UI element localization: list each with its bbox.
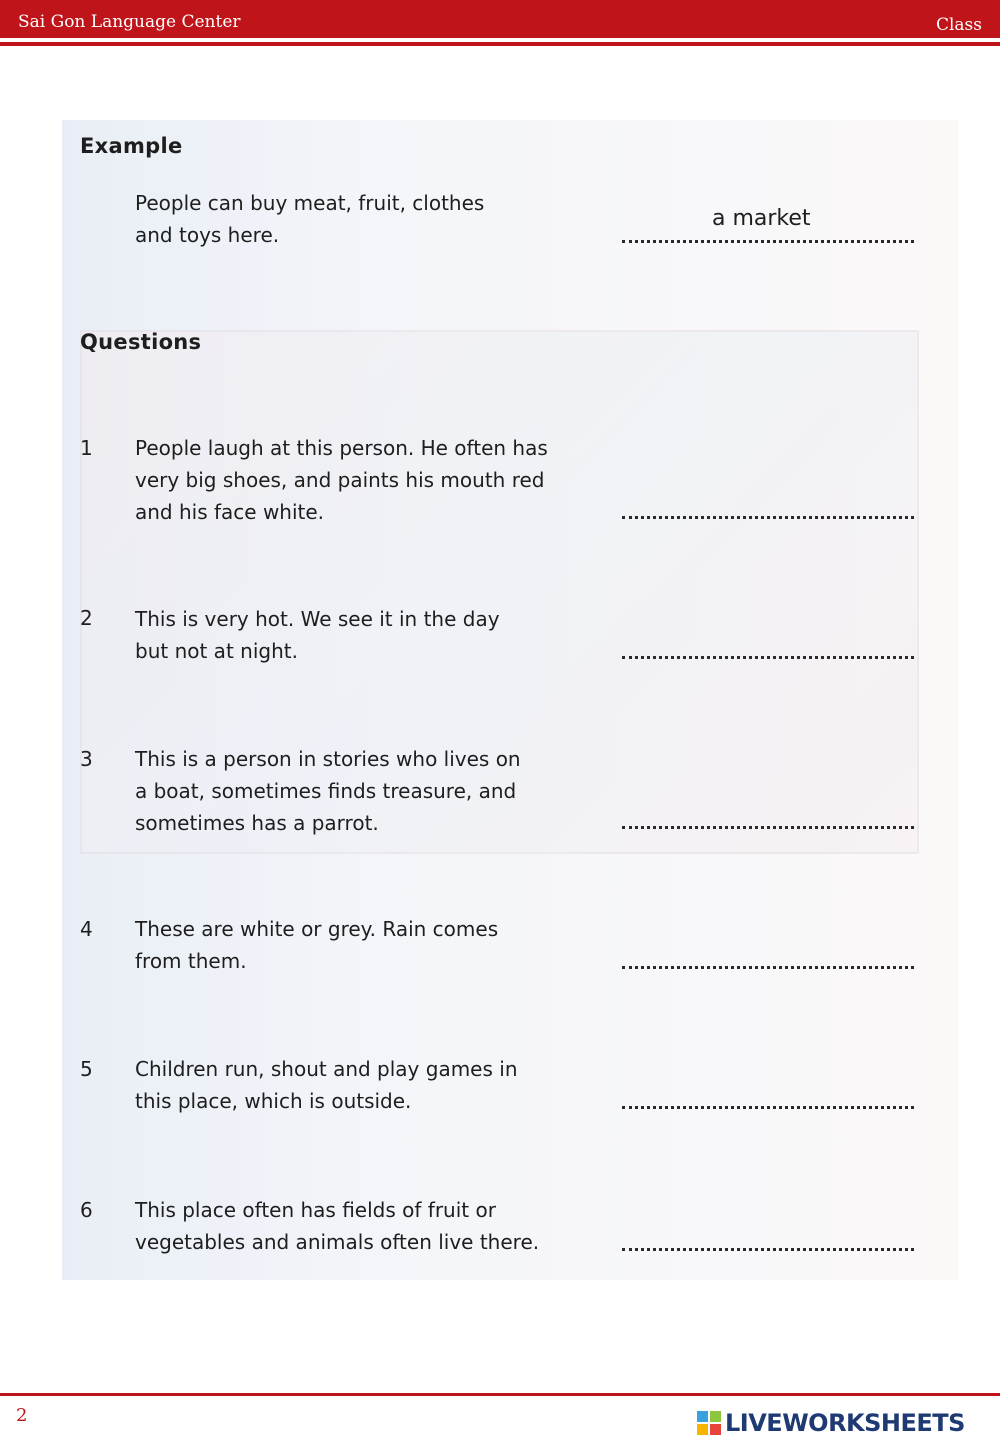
header-divider [0, 42, 1000, 46]
question-number: 6 [80, 1198, 93, 1222]
question-text: People laugh at this person. He often has very big shoes, and paints his mouth red and his face white. [135, 436, 548, 524]
example-answer: a market [712, 206, 811, 231]
question-number: 1 [80, 436, 93, 460]
liveworksheets-icon [697, 1411, 721, 1435]
class-label: Class [935, 15, 982, 35]
example-text: People can buy meat, fruit, clothes and toys here. [135, 191, 485, 247]
question-text: This is very hot. We see it in the day but not at night. [135, 607, 500, 663]
answer-line-2 [622, 656, 914, 659]
brand-name: LIVEWORKSHEETS [725, 1409, 965, 1437]
question-text: This is a person in stories who lives on a boat, sometimes finds treasure, and sometimes has a parrot. [135, 747, 521, 835]
question-number: 2 [80, 606, 93, 630]
question-number: 3 [80, 747, 93, 771]
header-bar [0, 0, 1000, 38]
answer-line-3 [622, 826, 914, 829]
example-answer-line [622, 240, 914, 243]
question-number: 5 [80, 1057, 93, 1081]
page-number: 2 [16, 1405, 28, 1426]
example-heading: Example [80, 134, 183, 158]
questions-heading: Questions [80, 330, 202, 354]
footer-divider [0, 1393, 1000, 1396]
question-number: 4 [80, 917, 93, 941]
answer-line-6 [622, 1248, 914, 1251]
question-text: This place often has fields of fruit or vegetables and animals often live there. [135, 1198, 540, 1254]
answer-line-4 [622, 966, 914, 969]
question-text: Children run, shout and play games in this place, which is outside. [135, 1057, 518, 1113]
liveworksheets-logo[interactable] [697, 1407, 965, 1439]
answer-line-5 [622, 1106, 914, 1109]
question-text: These are white or grey. Rain comes from them. [135, 917, 499, 973]
center-name: Sai Gon Language Center [18, 12, 241, 32]
answer-line-1 [622, 516, 914, 519]
